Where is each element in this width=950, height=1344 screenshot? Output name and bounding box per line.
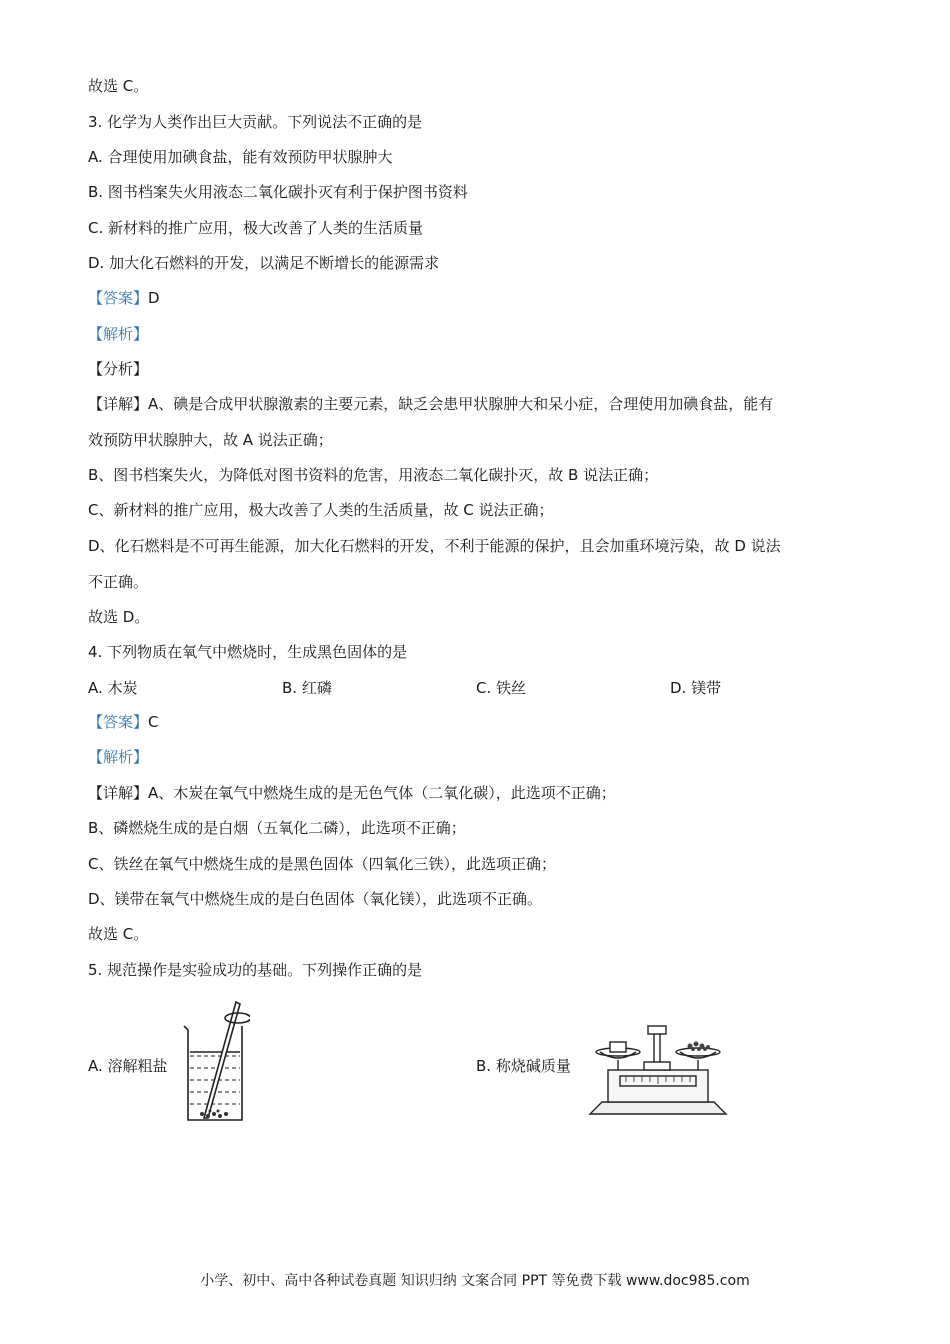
answer-value: D bbox=[148, 289, 160, 307]
beaker-stirring-illustration bbox=[180, 996, 250, 1126]
figure-b-label: B. 称烧碱质量 bbox=[476, 1057, 571, 1075]
detail-text: A、碘是合成甲状腺激素的主要元素，缺乏会患甲状腺肿大和呆小症，合理使用加碘食盐，能有 bbox=[148, 395, 774, 413]
balance-scale-illustration bbox=[588, 1022, 728, 1118]
question-4-stem: 4. 下列物质在氧气中燃烧时，生成黑色固体的是 bbox=[88, 643, 408, 661]
answer-value: C bbox=[148, 713, 159, 731]
answer-line-3 bbox=[88, 288, 160, 308]
conclusion-line-4: 故选 C。 bbox=[88, 925, 149, 943]
question-3-option-b: B. 图书档案失火用液态二氧化碳扑灭有利于保护图书资料 bbox=[88, 183, 468, 201]
detail-line-5: D、化石燃料是不可再生能源，加大化石燃料的开发，不利于能源的保护，且会加重环境污染，故 D 说法 bbox=[88, 537, 781, 555]
answer-line-4 bbox=[88, 712, 159, 732]
question-3-option-c: C. 新材料的推广应用，极大改善了人类的生活质量 bbox=[88, 219, 424, 237]
detail-line-a bbox=[88, 783, 616, 803]
conclusion-line-3: 故选 D。 bbox=[88, 608, 150, 626]
question-4-option-c: C. 铁丝 bbox=[476, 679, 527, 697]
detail-text: A、木炭在氧气中燃烧生成的是无色气体（二氧化碳），此选项不正确； bbox=[148, 784, 616, 802]
analysis-label: 【解析】 bbox=[88, 748, 149, 766]
fenxi-label: 【分析】 bbox=[88, 360, 149, 378]
question-3-option-d: D. 加大化石燃料的开发，以满足不断增长的能源需求 bbox=[88, 254, 440, 272]
detail-line-4: C、新材料的推广应用，极大改善了人类的生活质量，故 C 说法正确； bbox=[88, 501, 554, 519]
page-footer: 小学、初中、高中各种试卷真题 知识归纳 文案合同 PPT 等免费下载 www.doc985.com bbox=[200, 1273, 750, 1289]
question-3-stem: 3. 化学为人类作出巨大贡献。下列说法不正确的是 bbox=[88, 113, 423, 131]
question-5-stem: 5. 规范操作是实验成功的基础。下列操作正确的是 bbox=[88, 961, 423, 979]
detail-label: 【详解】 bbox=[88, 784, 149, 802]
conclusion-line: 故选 C。 bbox=[88, 77, 149, 95]
answer-label: 【答案】 bbox=[88, 713, 149, 731]
question-4-option-b: B. 红磷 bbox=[282, 679, 332, 697]
analysis-label: 【解析】 bbox=[88, 325, 149, 343]
detail-line-1 bbox=[88, 394, 773, 414]
detail-line-d: D、镁带在氧气中燃烧生成的是白色固体（氧化镁），此选项不正确。 bbox=[88, 890, 543, 908]
question-4-option-d: D. 镁带 bbox=[670, 679, 722, 697]
detail-line-3: B、图书档案失火，为降低对图书资料的危害，用液态二氧化碳扑灭，故 B 说法正确； bbox=[88, 466, 659, 484]
figure-a-label: A. 溶解粗盐 bbox=[88, 1057, 168, 1075]
detail-line-c: C、铁丝在氧气中燃烧生成的是黑色固体（四氧化三铁），此选项正确； bbox=[88, 855, 556, 873]
detail-line-6: 不正确。 bbox=[88, 573, 149, 591]
question-3-option-a: A. 合理使用加碘食盐，能有效预防甲状腺肿大 bbox=[88, 148, 393, 166]
answer-label: 【答案】 bbox=[88, 289, 149, 307]
detail-line-b: B、磷燃烧生成的是白烟（五氧化二磷），此选项不正确； bbox=[88, 819, 466, 837]
question-4-option-a: A. 木炭 bbox=[88, 679, 138, 697]
detail-label: 【详解】 bbox=[88, 395, 149, 413]
detail-line-2: 效预防甲状腺肿大，故 A 说法正确； bbox=[88, 431, 333, 449]
